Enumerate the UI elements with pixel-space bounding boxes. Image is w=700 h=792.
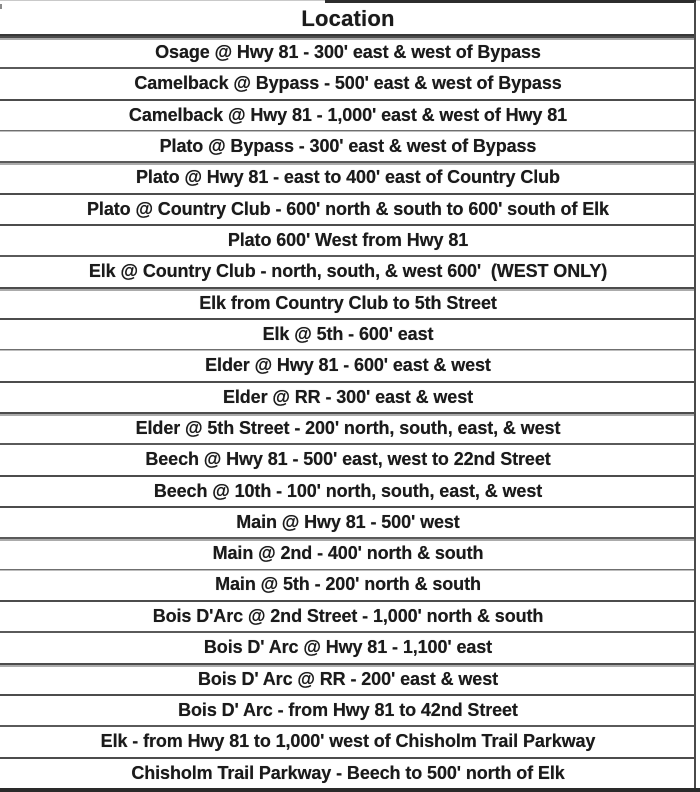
location-cell: Elk @ Country Club - north, south, & west 600' (WEST ONLY): [88, 261, 608, 282]
location-cell: Bois D'Arc @ 2nd Street - 1,000' north & south: [152, 606, 544, 627]
table-row: [0, 600, 696, 631]
table-row: [0, 631, 696, 662]
location-cell: Main @ 2nd - 400' north & south: [212, 543, 484, 564]
location-cell: Elder @ RR - 300' east & west: [222, 386, 474, 407]
table-row: [0, 193, 696, 224]
table-header-label: Location: [301, 5, 395, 31]
location-cell: Elk from Country Club to 5th Street: [199, 292, 497, 313]
location-cell: Osage @ Hwy 81 - 300' east & west of Bypass: [155, 42, 541, 63]
table-row: [0, 130, 696, 161]
location-cell: Bois D' Arc - from Hwy 81 to 42nd Street: [178, 700, 518, 721]
location-cell: Plato @ Hwy 81 - east to 400' east of Country Club: [136, 167, 560, 188]
table-row: [0, 161, 696, 192]
location-cell: Elk @ 5th - 600' east: [262, 324, 434, 345]
right-table-border: [694, 2, 696, 788]
bottom-table-border: [0, 788, 700, 792]
table-row: [0, 537, 696, 568]
table-row: [0, 67, 696, 98]
location-cell: Bois D' Arc @ Hwy 81 - 1,100' east: [203, 637, 493, 658]
table-row: [0, 475, 696, 506]
table-row: [0, 381, 696, 412]
location-cell: Plato @ Bypass - 300' east & west of Bypass: [159, 135, 537, 156]
table-body: [0, 36, 696, 788]
table-row: [0, 694, 696, 725]
location-cell: Bois D' Arc @ RR - 200' east & west: [197, 668, 499, 689]
location-cell: Beech @ Hwy 81 - 500' east, west to 22nd Street: [145, 449, 551, 470]
location-cell: Main @ 5th - 200' north & south: [215, 574, 481, 595]
location-cell: Plato @ Country Club - 600' north & south to 600' south of Elk: [87, 198, 609, 219]
location-cell: Camelback @ Bypass - 500' east & west of Bypass: [134, 73, 562, 94]
table-row: [0, 757, 696, 788]
table-row: [0, 287, 696, 318]
table-row: [0, 725, 696, 756]
location-cell: Plato 600' West from Hwy 81: [227, 230, 469, 251]
table-row: [0, 99, 696, 130]
table-row: [0, 349, 696, 380]
table-row: [0, 412, 696, 443]
table-row: [0, 36, 696, 67]
location-cell: Chisholm Trail Parkway - Beech to 500' north of Elk: [131, 762, 565, 783]
location-cell: Elk - from Hwy 81 to 1,000' west of Chisholm Trail Parkway: [100, 731, 596, 752]
table-row: [0, 318, 696, 349]
table-row: [0, 663, 696, 694]
table-row: [0, 569, 696, 600]
table-header-row: [0, 3, 696, 36]
table-row: [0, 224, 696, 255]
location-cell: Elder @ 5th Street - 200' north, south, east, & west: [135, 418, 561, 439]
location-cell: Camelback @ Hwy 81 - 1,000' east & west of Hwy 81: [128, 104, 568, 125]
location-cell: Main @ Hwy 81 - 500' west: [236, 512, 460, 533]
table-row: [0, 255, 696, 286]
location-cell: Beech @ 10th - 100' north, south, east, & west: [153, 480, 543, 501]
location-cell: Elder @ Hwy 81 - 600' east & west: [205, 354, 491, 375]
table-row: [0, 443, 696, 474]
table-row: [0, 506, 696, 537]
